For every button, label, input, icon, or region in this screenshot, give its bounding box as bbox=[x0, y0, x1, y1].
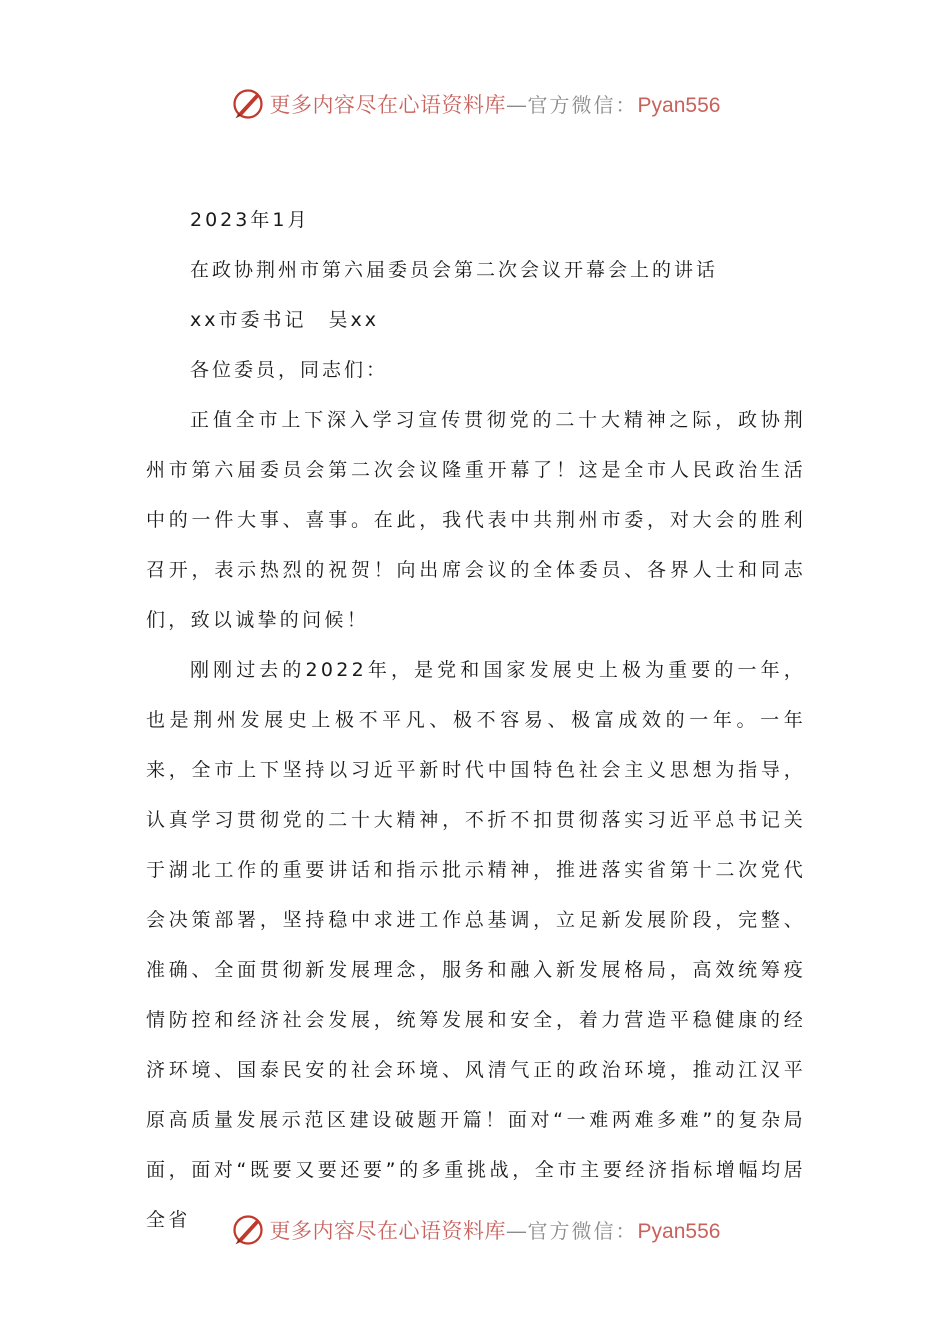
document-greeting: 各位委员，同志们： bbox=[190, 359, 389, 381]
document-author: xx市委书记 吴xx bbox=[190, 309, 379, 331]
document-date: 2023年1月 bbox=[190, 209, 310, 231]
paragraph-2: 刚刚过去的2022年，是党和国家发展史上极为重要的一年，也是荆州发展史上极不平凡、极不容易、极富成效的一年。一年来，全市上下坚持以习近平新时代中国特色社会主义思想为指导，认真学习贯彻党的二十大精神，不折不扣贯彻落实习近平总书记关于湖北工作的重要讲话和指示批示精神，推进落实省第十二次党代会决策部署，坚持稳中求进工作总基调，立足新发展阶段，完整、准确、全面贯彻新发展理念，服务和融入新发展格局，高效统筹疫情防控和经济社会发展，统筹发展和安全，着力营造平稳健康的经济环境、国泰民安的社会环境、风清气正的政治环境，推动江汉平原高质量发展示范区建设破题开篇！面对“一难两难多难”的复杂局面，面对“既要又要还要”的多重挑战，全市主要经济指标增幅均居全省 bbox=[146, 659, 806, 1231]
paragraph-1: 正值全市上下深入学习宣传贯彻党的二十大精神之际，政协荆州市第六届委员会第二次会议隆重开幕了！这是全市人民政治生活中的一件大事、喜事。在此，我代表中共荆州市委，对大会的胜利召开，表示热烈的祝贺！向出席会议的全体委员、各界人士和同志们，致以诚挚的问候！ bbox=[146, 409, 806, 631]
watermark-header bbox=[0, 84, 950, 124]
watermark-text: 更多内容尽在心语资料库—官方微信：Pyan556 bbox=[269, 1219, 721, 1243]
watermark-text: 更多内容尽在心语资料库—官方微信：Pyan556 bbox=[269, 93, 721, 117]
quill-logo-icon bbox=[230, 1212, 266, 1248]
document-body bbox=[146, 195, 806, 1245]
document-title: 在政协荆州市第六届委员会第二次会议开幕会上的讲话 bbox=[190, 259, 719, 281]
watermark-footer bbox=[0, 1210, 950, 1250]
quill-logo-icon bbox=[230, 86, 266, 122]
